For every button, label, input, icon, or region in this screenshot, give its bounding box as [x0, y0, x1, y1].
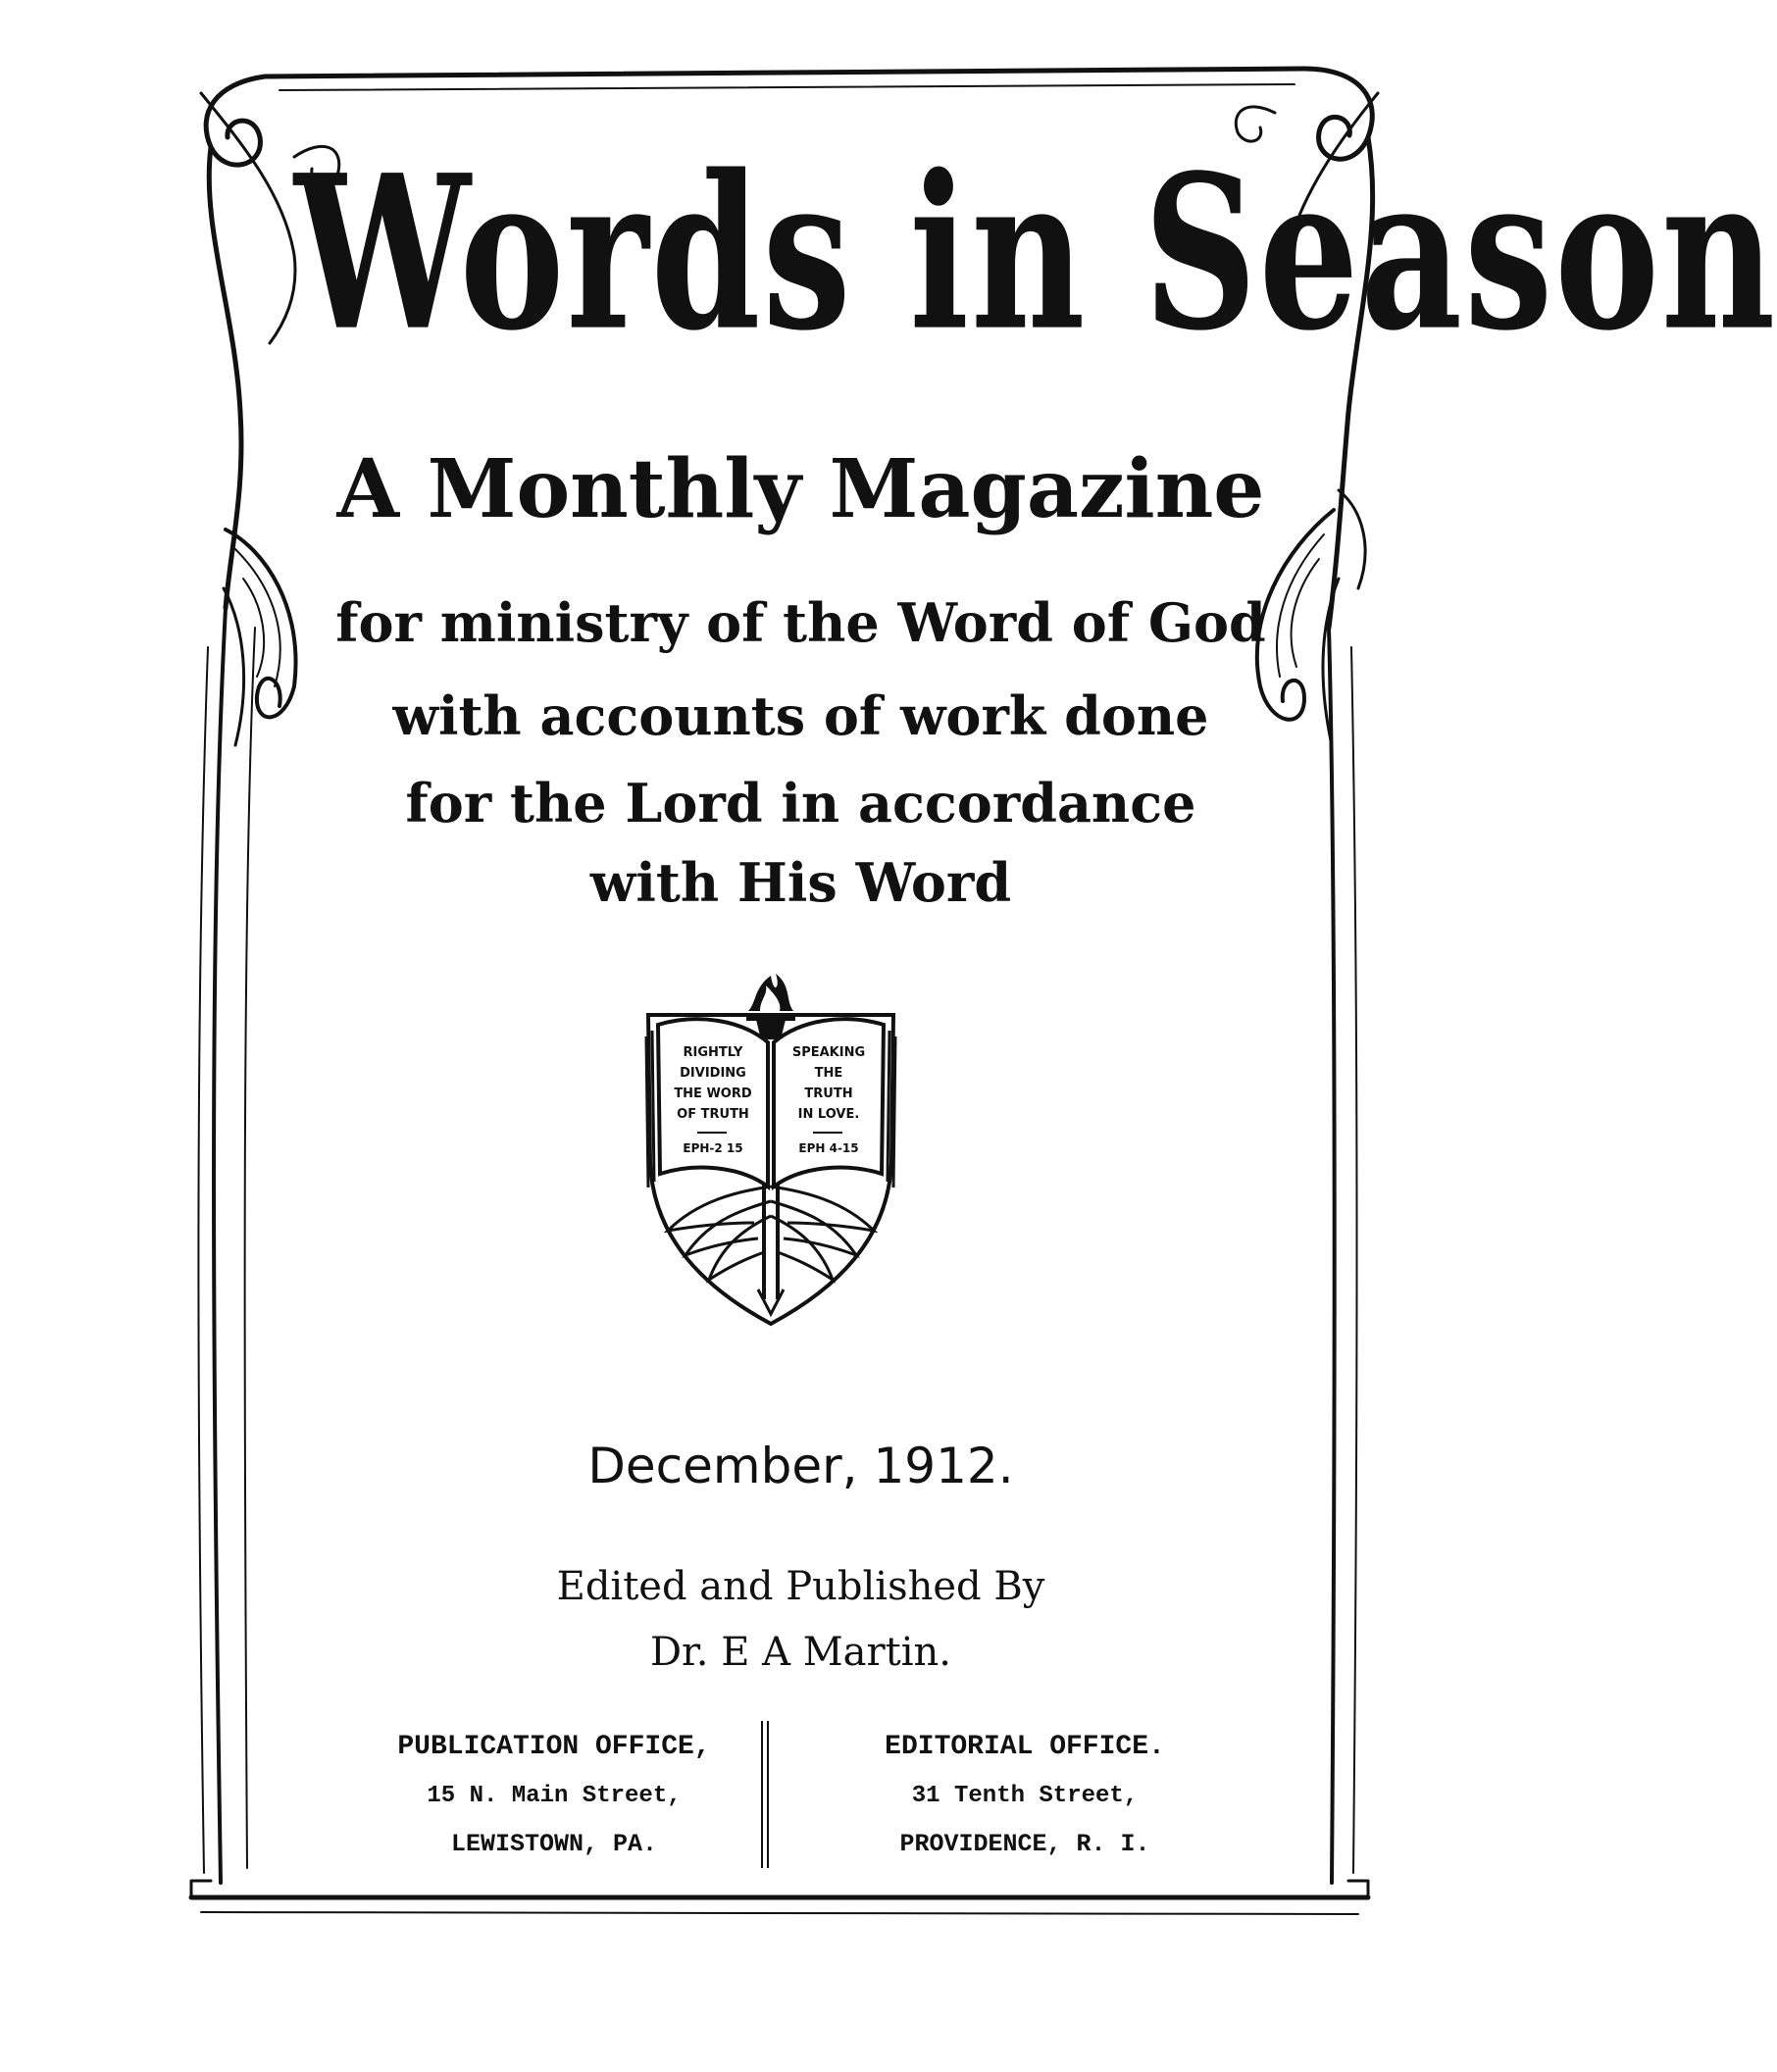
book-right-line-5: EPH 4-15: [798, 1141, 859, 1155]
edited-published-line: Edited and Published By: [556, 1564, 1045, 1609]
book-right-line-1: SPEAKING: [791, 1045, 866, 1060]
book-right-line-4: IN LOVE.: [797, 1107, 860, 1122]
book-left-line-3: THE WORD: [674, 1087, 752, 1101]
book-left-line-2: DIVIDING: [680, 1066, 746, 1081]
torch-flame-icon: [746, 974, 795, 1039]
magazine-subtitle: A Monthly Magazine: [336, 442, 1265, 536]
editorial-office-heading: EDITORIAL OFFICE.: [885, 1732, 1165, 1762]
description-line-2: with accounts of work done: [392, 684, 1209, 747]
book-left-line-1: RIGHTLY: [683, 1045, 743, 1060]
editorial-office: [819, 1734, 1231, 1856]
book-emblem: [638, 966, 903, 1329]
description-line-1: for ministry of the Word of God: [335, 591, 1266, 654]
open-book-icon: [646, 1019, 895, 1188]
publication-office: [348, 1734, 760, 1856]
description-line-4: with His Word: [589, 851, 1012, 914]
office-divider: [761, 1721, 769, 1868]
editor-name: Dr. E A Martin.: [649, 1630, 951, 1675]
publication-office-heading: PUBLICATION OFFICE,: [397, 1732, 711, 1762]
book-left-line-4: OF TRUTH: [677, 1107, 749, 1122]
magazine-title: Words in Season: [294, 128, 1777, 378]
publication-office-street: 15 N. Main Street,: [427, 1783, 682, 1809]
editorial-office-street: 31 Tenth Street,: [911, 1783, 1139, 1809]
wings-icon: [668, 1172, 874, 1314]
editorial-office-city: PROVIDENCE, R. I.: [899, 1830, 1150, 1858]
description-line-3: for the Lord in accordance: [405, 772, 1196, 834]
issue-date: December, 1912.: [587, 1438, 1014, 1494]
book-right-line-2: THE: [814, 1066, 843, 1081]
publication-office-city: LEWISTOWN, PA.: [450, 1830, 658, 1858]
book-left-line-5: EPH-2 15: [683, 1141, 743, 1155]
book-right-line-3: TRUTH: [804, 1087, 853, 1101]
